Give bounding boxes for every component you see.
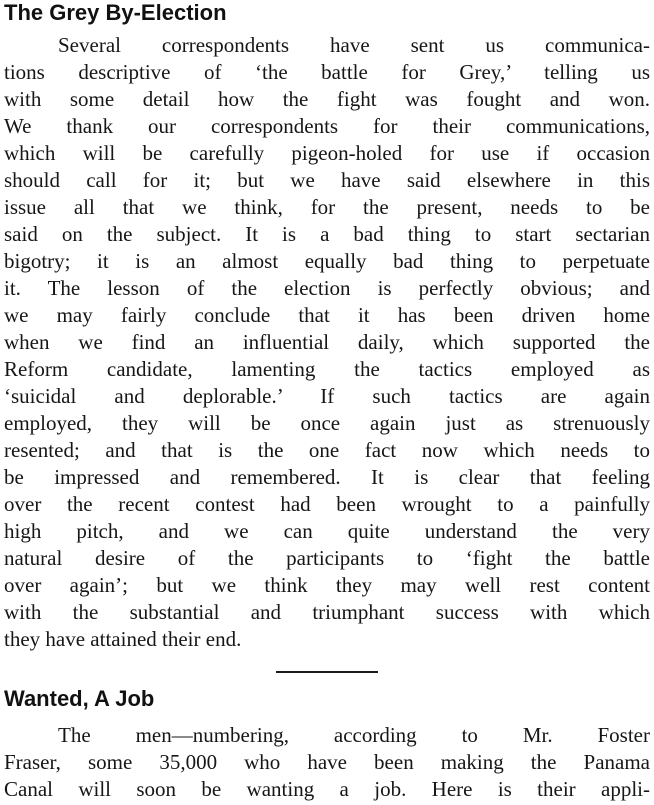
- text-line: employed, they will be once again just as strenuously: [4, 411, 650, 435]
- text-line: tions descriptive of ‘the battle for Grey,’ telling us: [4, 60, 650, 84]
- article-heading-wanted-a-job: Wanted, A Job: [4, 686, 155, 711]
- text-line: high pitch, and we can quite understand the very: [4, 519, 650, 543]
- text-line: bigotry; it is an almost equally bad thing to perpetuate: [4, 249, 650, 273]
- section-divider: [276, 671, 378, 673]
- text-line: Several correspondents have sent us communica-: [58, 33, 650, 57]
- text-line: Fraser, some 35,000 who have been making the Panama: [4, 750, 650, 774]
- text-line: which will be carefully pigeon-holed for use if occasion: [4, 141, 650, 165]
- article-heading-grey-by-election: The Grey By-Election: [4, 0, 227, 25]
- text-line: when we find an influential daily, which supported the: [4, 330, 650, 354]
- text-line: over the recent contest had been wrought to a painfully: [4, 492, 650, 516]
- text-line: ‘suicidal and deplorable.’ If such tactics are again: [4, 384, 650, 408]
- text-line: we may fairly conclude that it has been driven home: [4, 303, 650, 327]
- text-line: The men—numbering, according to Mr. Foster: [58, 723, 650, 747]
- text-line: with some detail how the fight was fought and won.: [4, 87, 650, 111]
- text-line: with the substantial and triumphant success with which: [4, 600, 650, 624]
- text-line: We thank our correspondents for their communications,: [4, 114, 650, 138]
- text-line: said on the subject. It is a bad thing to start sectarian: [4, 222, 650, 246]
- text-line: they have attained their end.: [4, 627, 242, 651]
- text-line: over again’; but we think they may well rest content: [4, 573, 650, 597]
- text-line: resented; and that is the one fact now which needs to: [4, 438, 650, 462]
- text-line: it. The lesson of the election is perfectly obvious; and: [4, 276, 650, 300]
- text-line: issue all that we think, for the present, needs to be: [4, 195, 650, 219]
- text-line: Canal will soon be wanting a job. Here is their appli-: [4, 777, 650, 801]
- text-line: should call for it; but we have said elsewhere in this: [4, 168, 650, 192]
- text-line: Reform candidate, lamenting the tactics employed as: [4, 357, 650, 381]
- text-line: be impressed and remembered. It is clear that feeling: [4, 465, 650, 489]
- text-line: natural desire of the participants to ‘fight the battle: [4, 546, 650, 570]
